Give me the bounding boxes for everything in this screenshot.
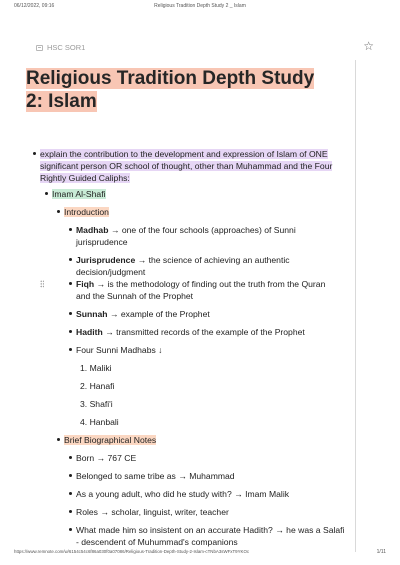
bullet-dot: [57, 438, 60, 441]
print-footer: [0, 549, 400, 557]
person-name: Imam Al-Shafi: [52, 189, 106, 199]
term-hadith: Hadith: [76, 327, 103, 337]
list-item[interactable]: [76, 254, 326, 278]
bullet-dot: [45, 192, 48, 195]
outline-prompt[interactable]: [40, 148, 352, 184]
prompt-text: explain the contribution to the development and expression of Islam of ONE significant person OR school of thought, other than Muhammad and the Four Rightly Guided Caliphs:: [40, 149, 333, 183]
list-item[interactable]: [76, 326, 346, 338]
page-title: [26, 67, 326, 113]
page-title-text: Religious Tradition Depth Study 2: Islam: [26, 68, 315, 112]
madhab-name: Maliki: [89, 363, 112, 373]
numbered-item[interactable]: 4. Hanbali: [80, 417, 119, 427]
outline-bio-heading[interactable]: [64, 434, 156, 446]
term-sunnah: Sunnah: [76, 309, 108, 319]
bullet-dot: [69, 510, 72, 513]
bio-text: What made him so insistent on an accurate Hadith? → he was a Salafi - descendent of Muhummad's companions: [76, 525, 345, 547]
bullet-dot: [69, 474, 72, 477]
numbered-item[interactable]: 2. Hanafi: [80, 381, 115, 391]
bullet-dot: [33, 152, 36, 155]
outline-person[interactable]: [52, 188, 106, 200]
term-madhab: Madhab: [76, 225, 109, 235]
list-item[interactable]: [76, 344, 162, 356]
bullet-dot: [69, 228, 72, 231]
print-datetime: 06/12/2022, 09:16: [14, 3, 55, 9]
list-item[interactable]: [76, 488, 346, 500]
madhab-name: Hanafi: [89, 381, 115, 391]
list-item[interactable]: [76, 278, 340, 302]
list-item[interactable]: [76, 308, 340, 320]
list-item[interactable]: [76, 224, 340, 248]
bullet-dot: [69, 528, 72, 531]
bio-text: Roles → scholar, linguist, writer, teacher: [76, 507, 229, 517]
definition-text: → transmitted records of the example of the Prophet: [102, 327, 305, 337]
madhab-name: Hanbali: [89, 417, 119, 427]
numbered-item[interactable]: 3. Shafi'i: [80, 399, 113, 409]
bullet-dot: [69, 348, 72, 351]
intro-heading: Introduction: [64, 207, 109, 217]
term-fiqh: Fiqh: [76, 279, 95, 289]
list-item[interactable]: [76, 470, 235, 482]
bio-text: Born → 767 CE: [76, 453, 137, 463]
bio-text: Belonged to same tribe as → Muhammad: [76, 471, 235, 481]
right-margin-rule: [355, 60, 356, 552]
definition-text: → is the methodology of finding out the truth from the Quran and the Sunnah of the Prophet: [76, 279, 326, 301]
bio-text: As a young adult, who did he study with? → Imam Malik: [76, 489, 290, 499]
outline-intro-heading[interactable]: [64, 206, 109, 218]
drag-handle-icon[interactable]: [40, 280, 44, 288]
breadcrumb-label: HSC SOR1: [47, 43, 86, 52]
print-page-number: 1/11: [376, 549, 386, 555]
definition-text: → example of the Prophet: [107, 309, 210, 319]
bullet-dot: [69, 330, 72, 333]
star-outline-icon[interactable]: ☆: [363, 39, 374, 53]
bullet-dot: [69, 258, 72, 261]
bullet-dot: [69, 492, 72, 495]
definition-text: → one of the four schools (approaches) of Sunni jurisprudence: [76, 225, 296, 247]
print-url: https://www.remnote.com/w/6154c54c6f86a030f0a07086/Religious-Tradition-Depth-Study-2-Islam-cTNbA3sWFxT9YKOc: [14, 549, 250, 554]
bullet-dot: [69, 312, 72, 315]
madhab-name: Shafi'i: [89, 399, 113, 409]
term-jurisprudence: Jurisprudence: [76, 255, 136, 265]
bullet-dot: [69, 282, 72, 285]
bullet-dot: [69, 456, 72, 459]
print-title: Religious Tradition Depth Study 2 _ Islam: [154, 3, 246, 9]
numbered-item[interactable]: 1. Maliki: [80, 363, 112, 373]
list-item[interactable]: [76, 506, 229, 518]
madhabs-label: Four Sunni Madhabs ↓: [76, 345, 163, 355]
breadcrumb[interactable]: [36, 43, 85, 52]
print-header: [0, 3, 400, 11]
list-item[interactable]: [76, 524, 346, 548]
document-icon: [36, 45, 43, 51]
list-item[interactable]: [76, 452, 136, 464]
bullet-dot: [57, 210, 60, 213]
bio-heading: Brief Biographical Notes: [64, 435, 157, 445]
definition-text: → the science of achieving an authentic decision/judgment: [76, 255, 290, 277]
